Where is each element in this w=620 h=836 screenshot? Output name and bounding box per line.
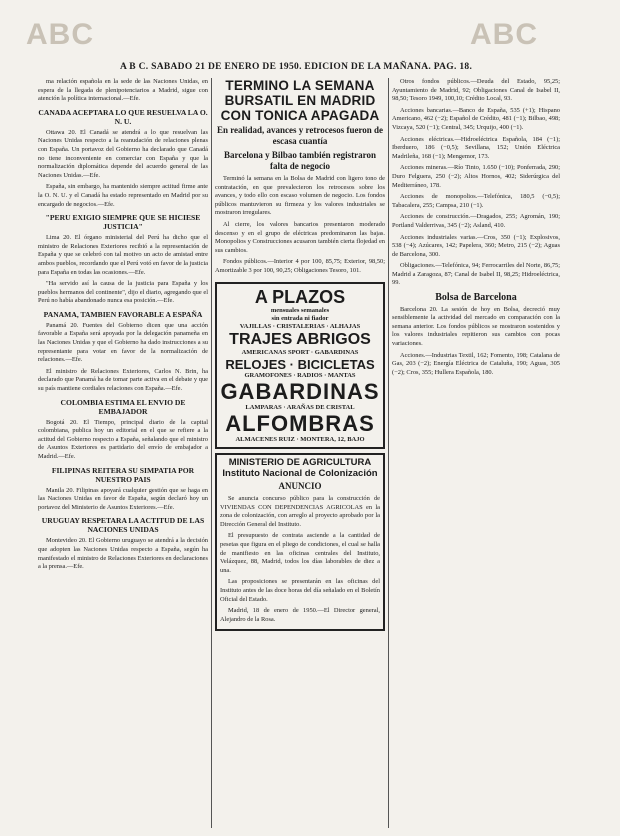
article-headline: URUGUAY RESPETARA LA ACTITUD DE LAS NACIONES UNIDAS: [41, 516, 205, 535]
page-header: A B C. SABADO 21 DE ENERO DE 1950. EDICION DE LA MAÑANA. PAG. 18.: [120, 62, 473, 72]
column-left: [38, 78, 208, 830]
market-text: Acciones.—Industrias Textil, 162; Fomento, 198; Catalana de Gas, 203 (−2); Energía Eléctrica de Cataluña, 190; Aguas, 305 (−2); Cros, 355; Hullera Española, 180.: [392, 351, 560, 376]
ad-text: mensuales semanales: [270, 306, 330, 314]
market-text: Acciones bancarias.—Banco de España, 535 (+1); Hispano Americano, 462 (−2); Español de Crédito, 481 (−1); Bilbao, 498; Vizcaya, 520 (−1); Central, 345; Urquijo, 400 (−1).: [392, 106, 560, 131]
article-text: Bogotá 20. El Tiempo, principal diario de la capital colombiana, publica hoy un editorial en el que se refiere a la actitud del Gobierno respecto a España, señalando que el ministro de Asuntos Exteriores es partidario del envío de embajador a Madrid.—Efe.: [38, 418, 208, 460]
market-text: Acciones industriales varias.—Cros, 350 (−1); Explosivos, 538 (−4); Azúcares, 142; Papelera, 360; Metro, 215 (−2); Aguas de Barcelona, 300.: [392, 233, 560, 258]
watermark-stamp-left: ABC: [26, 18, 94, 51]
article-text: Ottawa 20. El Canadá se atendrá a lo que resuelvan las Naciones Unidas respecto a la reanudación de relaciones plenas con España. Un portavoz del Gobierno ha declarado que Canadá no tiene inconveniente en comerciar con España y que la normalización diplomática depende del acuerdo general de las Naciones Unidas.—Efe.: [38, 128, 208, 179]
article-text: España, sin embargo, ha mantenido siempre actitud firme ante la O. N. U. y el Canadá ha estado representado en Madrid por su encargado de negocios.—Efe.: [38, 183, 208, 208]
article-text: Montevideo 20. El Gobierno uruguayo se atendrá a la decisión que adopten las Naciones Unidas respecto a España, según ha manifestado el ministro de Relaciones Exteriores en declaraciones a la prensa.—Efe.: [38, 537, 208, 571]
article-text: Manila 20. Filipinas apoyará cualquier gestión que se haga en las Naciones Unidas en favor de España, según declaró hoy un portavoz del Ministerio de Asuntos Exteriores.—Efe.: [38, 486, 208, 511]
official-notice: [215, 453, 385, 632]
article-text: El ministro de Relaciones Exteriores, Carlos N. Brin, ha declarado que Panamá ha de tomar parte activa en el debate y que su país mantiene cordiales relaciones con España.—Efe.: [38, 367, 208, 393]
notice-text: Las proposiciones se presentarán en las oficinas del Instituto antes de las doce horas del día señalado en el Boletín Oficial del Estado.: [220, 578, 380, 603]
market-text: Otros fondos públicos.—Deuda del Estado, 95,25; Ayuntamiento de Madrid, 92; Obligaciones Canal de Isabel II, 98,50; Tesoro 1949, 100,10; Crédito Local, 93.: [392, 78, 560, 103]
ad-title: A PLAZOS: [254, 286, 346, 307]
ad-title: GABARDINAS: [220, 378, 380, 404]
advertisement-almacenes: [215, 282, 385, 449]
article-text: ma relación española en la sede de las Naciones Unidas, en espera de la llegada de plenipotenciarios a Madrid, sigue con atención la política internacional.—Efe.: [38, 78, 208, 103]
ad-text: LAMPARAS · ARAÑAS DE CRISTAL: [245, 403, 355, 411]
ad-text: GRAMOFONES · RADIOS · MANTAS: [244, 371, 356, 379]
market-text: Acciones mineras.—Río Tinto, 1.650 (−10); Ponferrada, 290; Duro Felguera, 250 (−2); Altos Hornos, 402; Siderúrgica del Mediterráneo, 178.: [392, 164, 560, 189]
article-headline: "PERU EXIGIO SIEMPRE QUE SE HICIESE JUSTICIA": [45, 213, 201, 232]
notice-title: Instituto Nacional de Colonización: [222, 467, 378, 479]
market-text: Obligaciones.—Telefónica, 94; Ferrocarriles del Norte, 86,75; Madrid a Zaragoza, 87; Canal de Isabel II, 98,25; Hidroeléctrica, 99.: [392, 262, 560, 287]
market-text: Acciones de construcción.—Dragados, 255; Agromán, 190; Portland Valderrivas, 345 (−2); Asland, 410.: [392, 213, 560, 229]
article-headline: FILIPINAS REITERA SU SIMPATIA POR NUESTRO PAIS: [51, 465, 195, 484]
ad-text: sin entrada ni fiador: [271, 314, 329, 322]
ad-title: ALFOMBRAS: [225, 410, 375, 436]
article-headline: PANAMA, TAMBIEN FAVORABLE A ESPAÑA: [43, 309, 203, 319]
subheadline: Barcelona y Bilbao también registraron falta de negocio: [224, 150, 376, 171]
column-rule: [388, 78, 389, 828]
column-right: [392, 78, 560, 830]
market-text: Acciones eléctricas.—Hidroeléctrica Española, 184 (−1); Iberduero, 186 (−0,5); Sevillana, 152; Unión Eléctrica Madrileña, 168 (−1); Mengemor, 173.: [392, 135, 560, 160]
notice-text: Madrid, 18 de enero de 1950.—El Director general, Alejandro de la Rosa.: [220, 607, 380, 623]
notice-heading: ANUNCIO: [278, 480, 322, 491]
section-title-bolsa-barcelona: Bolsa de Barcelona: [435, 292, 517, 304]
ad-text: AMERICANAS SPORT · GABARDINAS: [241, 348, 359, 356]
column-rule: [211, 78, 212, 828]
ad-text: VAJILLAS · CRISTALERIAS · ALHAJAS: [239, 322, 361, 330]
notice-text: El presupuesto de contrata asciende a la cantidad de pesetas que figura en el pliego de condiciones, el cual se halla de manifiesto en las oficinas centrales del Instituto, Velázquez, 88, Madrid, todos los días laborables de diez a una.: [220, 532, 380, 574]
notice-text: Se anuncia concurso público para la construcción de VIVIENDAS CON DEPENDENCIAS AGRICOLAS en la zona de colonización, con arreglo al proyecto aprobado por la Dirección General del Instituto.: [220, 495, 380, 528]
article-text: Fondos públicos.—Interior 4 por 100, 85,75; Exterior, 98,50; Amortizable 3 por 100, 90,25; Obligaciones Tesoro, 101.: [215, 258, 385, 274]
market-text: Barcelona 20. La sesión de hoy en Bolsa, decreció muy sensiblemente la actividad del mercado en comparación con la semana anterior. Los fondos públicos se mostraron sostenidos y los valores industriales repitieron sus cambios con pocas variaciones.: [392, 305, 560, 348]
ad-title: TRAJES ABRIGOS: [229, 330, 371, 348]
article-headline: CANADA ACEPTARA LO QUE RESUELVA LA O. N. U.: [38, 107, 208, 126]
watermark-stamp-right: ABC: [470, 18, 538, 51]
article-text: Lima 20. El órgano ministerial del Perú ha dicho que el ministro de Relaciones Exteriores recibió a la representación de España y que se celebró con tal motivo un acto de amistad entre ambos pueblos, recordando que el Perú votó en favor de la justicia para España en todas las ocasiones.—Efe.: [38, 234, 208, 276]
article-text: Al cierre, los valores bancarios presentaron moderado descenso y en el grupo de eléctricas predominaron las bajas. Monopolios y Construcciones acusaron también cierta flojedad en sus cambios.: [215, 220, 385, 254]
ad-title: RELOJES · BICICLETAS: [225, 356, 375, 372]
ad-address: ALMACENES RUIZ · MONTERA, 12, BAJO: [235, 435, 365, 443]
subheadline: En realidad, avances y retrocesos fueron de escasa cuantía: [216, 125, 384, 146]
notice-title: MINISTERIO DE AGRICULTURA: [228, 456, 372, 468]
article-headline: COLOMBIA ESTIMA EL ENVIO DE EMBAJADOR: [60, 397, 186, 416]
article-text: Panamá 20. Fuentes del Gobierno dicen que una acción favorable a España será apoyada por la delegación panameña en las Naciones Unidas y que el Gobierno ha dado instrucciones a su representante para votar en favor de la normalización de relaciones.—Efe.: [38, 321, 208, 364]
market-text: Acciones de monopolios.—Telefónica, 180,5 (−0,5); Tabacalera, 255; Campsa, 210 (−1).: [392, 193, 560, 209]
article-text: "Ha servido así la causa de la justicia para España y los pueblos hermanos del continente", dijo el diario, agregando que el Perú no había abandonado nunca esa posición.—Efe.: [38, 280, 208, 305]
article-text: Terminó la semana en la Bolsa de Madrid con ligero tono de contratación, en que prevalecieron los retrocesos sobre los avances, y todo ello con escaso volumen de negocio. Los fondos públicos mantuvieron su firmeza y los valores industriales se mostraron irregulares.: [215, 175, 385, 217]
column-center: [215, 78, 385, 830]
main-headline: TERMINO LA SEMANA BURSATIL EN MADRID CON TONICA APAGADA: [220, 78, 380, 123]
